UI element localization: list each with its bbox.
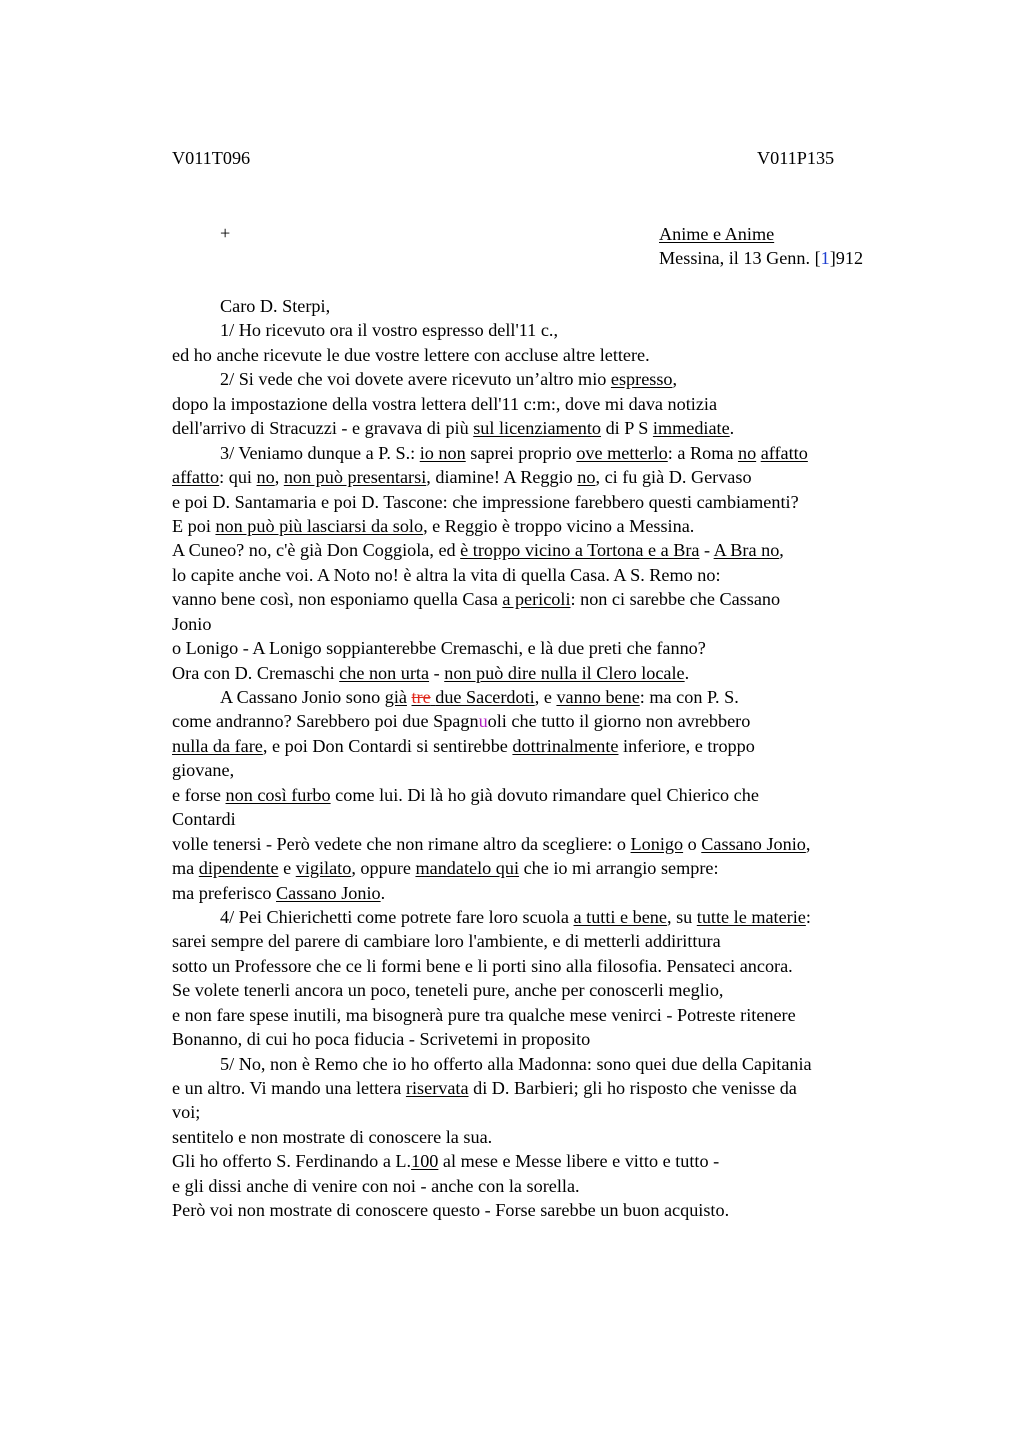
salutation: Caro D. Sterpi, (220, 296, 331, 316)
text-line: A Cassano Jonio sono già tre due Sacerdoti, e vanno bene: ma con P. S. (220, 687, 739, 707)
text-line: 4/ Pei Chierichetti come potrete fare loro scuola a tutti e bene, su tutte le materie: (220, 906, 811, 927)
text-line: Se volete tenerli ancora un poco, teneteli pure, anche per conoscerli meglio, (172, 980, 724, 1001)
text-line: e gli dissi anche di venire con noi - anche con la sorella. (172, 1175, 580, 1196)
dateline (659, 246, 863, 270)
text-line: sotto un Professore che ce li formi bene e li porti sino alla filosofia. Pensateci ancora. (172, 955, 793, 976)
text-line: Gli ho offerto S. Ferdinando a L.100 al mese e Messe libere e vitto e tutto - (172, 1151, 720, 1172)
text-line: sarei sempre del parere di cambiare loro l'ambiente, e di metterli addirittura (172, 931, 721, 952)
text-line: nulla da fare, e poi Don Contardi si sentirebbe dottrinalmente inferiore, e troppo (172, 735, 755, 756)
text-line: volle tenersi - Però vedete che non rimane altro da scegliere: o Lonigo o Cassano Jonio, (172, 833, 811, 854)
deleted-word: tre (411, 687, 431, 707)
text-line: sentitelo e non mostrate di conoscere la sua. (172, 1126, 493, 1147)
text-line: Contardi (172, 809, 236, 830)
text-line: ed ho anche ricevute le due vostre lettere con accluse altre lettere. (172, 344, 650, 365)
text-line: come andranno? Sarebbero poi due Spagnuoli che tutto il giorno non avrebbero (172, 711, 751, 732)
text-line: e poi D. Santamaria e poi D. Tascone: che impressione farebbero questi cambiamenti? (172, 491, 799, 512)
text-line: Jonio (172, 613, 212, 634)
text-line: Bonanno, di cui ho poca fiducia - Scrivetemi in proposito (172, 1029, 591, 1050)
text-line: dopo la impostazione della vostra lettera dell'11 c:m:, dove mi dava notizia (172, 393, 718, 414)
text-line: o Lonigo - A Lonigo soppianterebbe Cremaschi, e là due preti che fanno? (172, 638, 706, 659)
text-line: Ora con D. Cremaschi che non urta - non può dire nulla il Clero locale. (172, 662, 690, 683)
text-line: 2/ Si vede che voi dovete avere ricevuto un’altro mio espresso, (220, 369, 678, 390)
cross-symbol: + (220, 223, 231, 243)
corrected-letter: u (478, 711, 488, 732)
text-line: e un altro. Vi mando una lettera riservata di D. Barbieri; gli ho risposto che venisse da (172, 1078, 797, 1098)
text-line: 1/ Ho ricevuto ora il vostro espresso dell'11 c., (220, 320, 558, 341)
text-line: ma preferisco Cassano Jonio. (172, 882, 386, 903)
letter-body (172, 294, 912, 1223)
text-line: giovane, (172, 760, 235, 781)
dateline-prefix: Messina, il 13 Genn. [ (659, 248, 821, 269)
text-line: e forse non così furbo come lui. Di là ho già dovuto rimandare quel Chierico che (172, 784, 759, 805)
text-line: e non fare spese inutili, ma bisognerà pure tra qualche mese venirci - Potreste ritenere (172, 1004, 796, 1025)
document-id-left: V011T096 (172, 148, 251, 168)
dateline-suffix: ]912 (829, 248, 864, 269)
dateline-insert: 1 (820, 248, 830, 269)
document-id-right: V011P135 (757, 148, 835, 168)
text-line: lo capite anche voi. A Noto no! è altra la vita di quella Casa. A S. Remo no: (172, 564, 721, 585)
text-line: ma dipendente e vigilato, oppure mandatelo qui che io mi arrangio sempre: (172, 858, 719, 879)
heading-block (659, 222, 863, 271)
text-line: voi; (172, 1102, 201, 1123)
text-line: A Cuneo? no, c'è già Don Coggiola, ed è troppo vicino a Tortona e a Bra - A Bra no, (172, 540, 784, 561)
text-line: dell'arrivo di Stracuzzi - e gravava di più sul licenziamento di P S immediate. (172, 418, 735, 439)
subject-title: Anime e Anime (659, 224, 775, 244)
text-line: 3/ Veniamo dunque a P. S.: io non saprei proprio ove metterlo: a Roma no affatto (220, 442, 808, 463)
text-line: E poi non può più lasciarsi da solo, e Reggio è troppo vicino a Messina. (172, 515, 695, 536)
text-line: vanno bene così, non esponiamo quella Casa a pericoli: non ci sarebbe che Cassano (172, 589, 781, 610)
text-line: 5/ No, non è Remo che io ho offerto alla Madonna: sono quei due della Capitania (220, 1053, 812, 1074)
text-line: Però voi non mostrate di conoscere questo - Forse sarebbe un buon acquisto. (172, 1200, 730, 1221)
text-line: affatto: qui no, non può presentarsi, diamine! A Reggio no, ci fu già D. Gervaso (172, 467, 752, 488)
